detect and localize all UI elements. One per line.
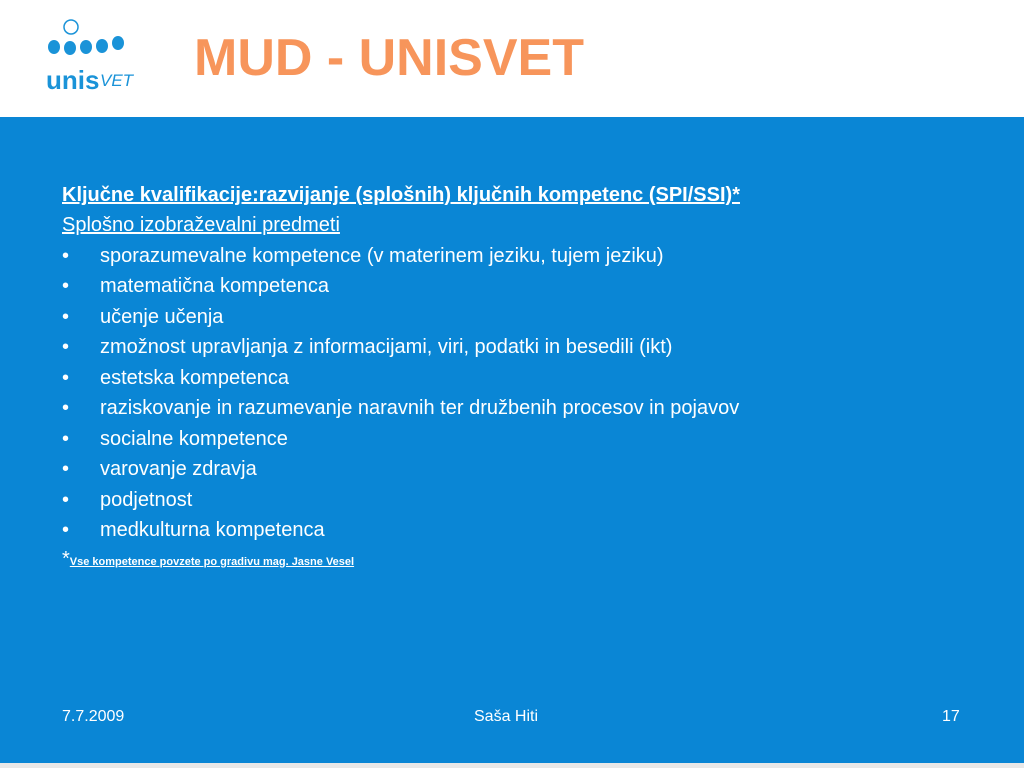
- list-item-text: matematična kompetenca: [100, 275, 330, 297]
- footnote: [62, 546, 1002, 575]
- list-item: [62, 515, 1002, 546]
- slide-header: [0, 0, 1024, 117]
- footer-page-number: 17: [942, 708, 960, 725]
- list-item: [62, 241, 1002, 272]
- slide-content: [62, 180, 1002, 575]
- bullet-dot: •: [62, 519, 70, 541]
- list-item: [62, 271, 1002, 302]
- section-heading[interactable]: Ključne kvalifikacije:razvijanje (splošnih) ključnih kompetenc (SPI/SSI)*: [62, 184, 740, 206]
- list-item-text: estetska kompetenca: [100, 366, 289, 389]
- bullet-dot: •: [62, 244, 70, 267]
- list-item-text: učenje učenja: [100, 305, 224, 328]
- bullet-dot: •: [62, 336, 70, 358]
- competence-list: [62, 241, 1002, 546]
- footer-author: Saša Hiti: [474, 708, 539, 725]
- list-item-text: podjetnost: [100, 488, 193, 511]
- list-item: [62, 393, 1002, 424]
- logo-circle-outline: [64, 20, 78, 34]
- list-item: [62, 424, 1002, 455]
- list-item-text: varovanje zdravja: [100, 458, 257, 480]
- bullet-dot: •: [62, 275, 70, 297]
- section-subheading[interactable]: Splošno izobraževalni predmeti: [62, 214, 340, 236]
- list-item-text: medkulturna kompetenca: [100, 519, 325, 541]
- bullet-dot: •: [62, 488, 70, 511]
- bullet-dot: •: [62, 397, 70, 419]
- footnote-link[interactable]: Vse kompetence povzete po gradivu mag. Jasne Vesel: [69, 555, 355, 568]
- content-panel: [0, 117, 1024, 768]
- list-item: [62, 363, 1002, 394]
- logo-vet-text: VET: [100, 71, 134, 90]
- list-item-text: socialne kompetence: [100, 427, 288, 450]
- list-item-text: raziskovanje in razumevanje naravnih ter družbenih procesov in pojavov: [100, 397, 740, 419]
- bullet-dot: •: [62, 366, 70, 389]
- bottom-divider: [0, 763, 1024, 768]
- list-item: [62, 302, 1002, 333]
- slide-title: MUD - UNISVET: [194, 29, 584, 87]
- list-item: [62, 332, 1002, 363]
- footnote-star: *: [62, 547, 70, 570]
- list-item: [62, 485, 1002, 516]
- list-item: [62, 454, 1002, 485]
- bullet-dot: •: [62, 427, 70, 450]
- unisvet-logo: [44, 17, 144, 99]
- bullet-dot: •: [62, 305, 70, 328]
- list-item-text: zmožnost upravljanja z informacijami, viri, podatki in besedili (ikt): [100, 336, 673, 358]
- footer-date: 7.7.2009: [62, 708, 125, 725]
- list-item-text: sporazumevalne kompetence (v materinem jeziku, tujem jeziku): [100, 244, 664, 267]
- logo-unis-text: unis: [46, 65, 100, 95]
- bullet-dot: •: [62, 458, 70, 480]
